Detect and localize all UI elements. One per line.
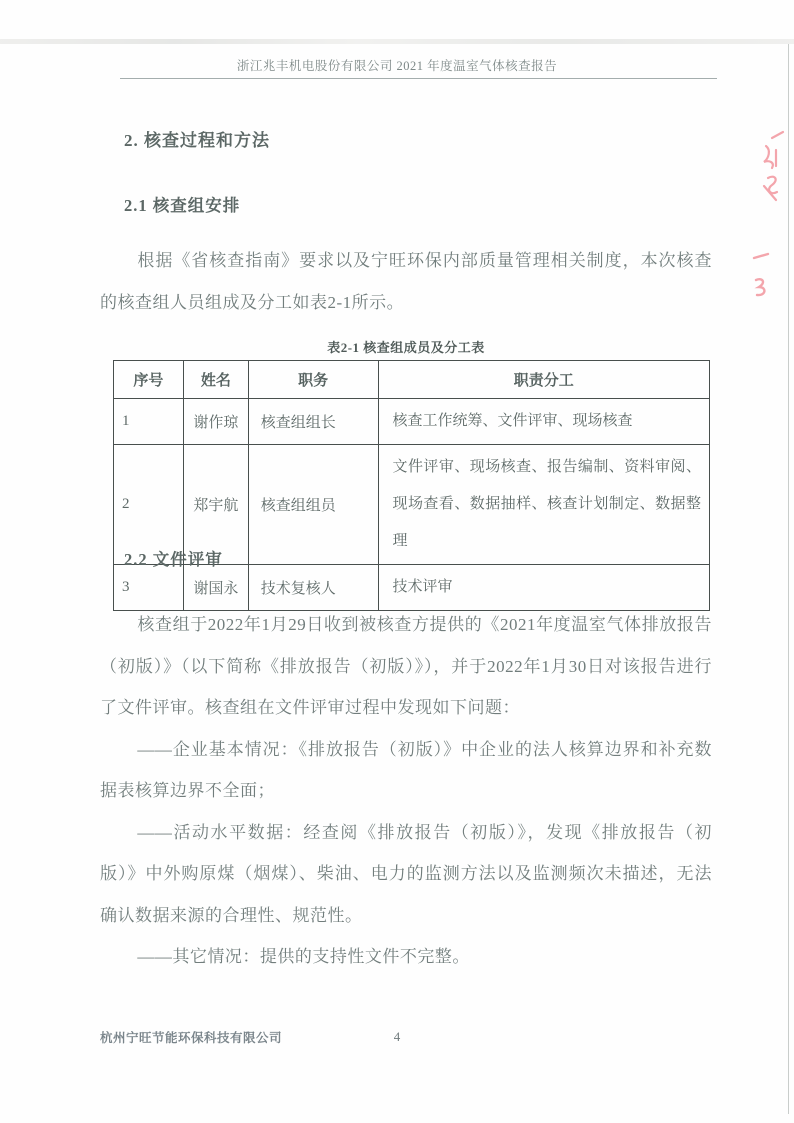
paragraph: 核查组于2022年1月29日收到被核查方提供的《2021年度温室气体排放报告（初版）》（以下简称《排放报告（初版）》），并于2022年1月30日对该报告进行了文件评审。核查组在文件评审过程中发现如下问题：	[100, 615, 712, 717]
member-role: 技术复核人	[248, 565, 378, 611]
section-heading-2-1: 2.1 核查组安排	[124, 196, 241, 215]
table-header-row	[114, 361, 710, 399]
member-name: 郑宇航	[183, 445, 248, 565]
member-duty: 文件评审、现场核查、报告编制、资料审阅、现场查看、数据抽样、核查计划制定、数据整理	[378, 445, 709, 565]
member-no: 2	[114, 445, 184, 565]
page-header-title: 浙江兆丰机电股份有限公司 2021 年度温室气体核查报告	[236, 59, 558, 73]
section-heading-2-2: 2.2 文件评审	[124, 550, 223, 569]
member-role: 核查组组员	[248, 445, 378, 565]
member-role: 核查组组长	[248, 399, 378, 445]
handwriting-annotation-icon	[742, 128, 788, 228]
section-heading-2: 2. 核查过程和方法	[124, 131, 270, 150]
member-no: 1	[114, 399, 184, 445]
member-name: 谢作琼	[183, 399, 248, 445]
verification-team-table	[113, 360, 710, 611]
paragraph: ——企业基本情况：《排放报告（初版）》中企业的法人核算边界和补充数据表核算边界不全面；	[100, 739, 712, 800]
table-caption: 表2-1 核查组成员及分工表	[327, 340, 485, 355]
member-duty: 技术评审	[378, 565, 709, 611]
paragraph: 根据《省核查指南》要求以及宁旺环保内部质量管理相关制度，本次核查的核查组人员组成及分工如表2-1所示。	[100, 251, 712, 312]
footer-company: 杭州宁旺节能环保科技有限公司	[100, 1031, 283, 1045]
member-name: 谢国永	[183, 565, 248, 611]
column-header-name: 姓名	[183, 361, 248, 399]
scan-edge-right	[788, 44, 789, 1114]
column-header-role: 职务	[248, 361, 378, 399]
scan-edge-top	[0, 39, 794, 44]
column-header-duty: 职责分工	[378, 361, 709, 399]
header-rule	[120, 78, 717, 79]
table-row	[114, 399, 710, 445]
paragraph-block-2	[100, 604, 712, 978]
column-header-no: 序号	[114, 361, 184, 399]
member-duty: 核查工作统筹、文件评审、现场核查	[378, 399, 709, 445]
paragraph-block-1	[100, 240, 712, 323]
member-no: 3	[114, 565, 184, 611]
footer-page-number: 4	[393, 1029, 401, 1044]
paragraph: ——其它情况：提供的支持性文件不完整。	[137, 947, 470, 966]
paragraph: ——活动水平数据：经查阅《排放报告（初版）》，发现《排放报告（初版）》中外购原煤（烟煤）、柴油、电力的监测方法以及监测频次未描述，无法确认数据来源的合理性、规范性。	[100, 822, 712, 925]
handwriting-annotation-icon	[742, 248, 782, 300]
